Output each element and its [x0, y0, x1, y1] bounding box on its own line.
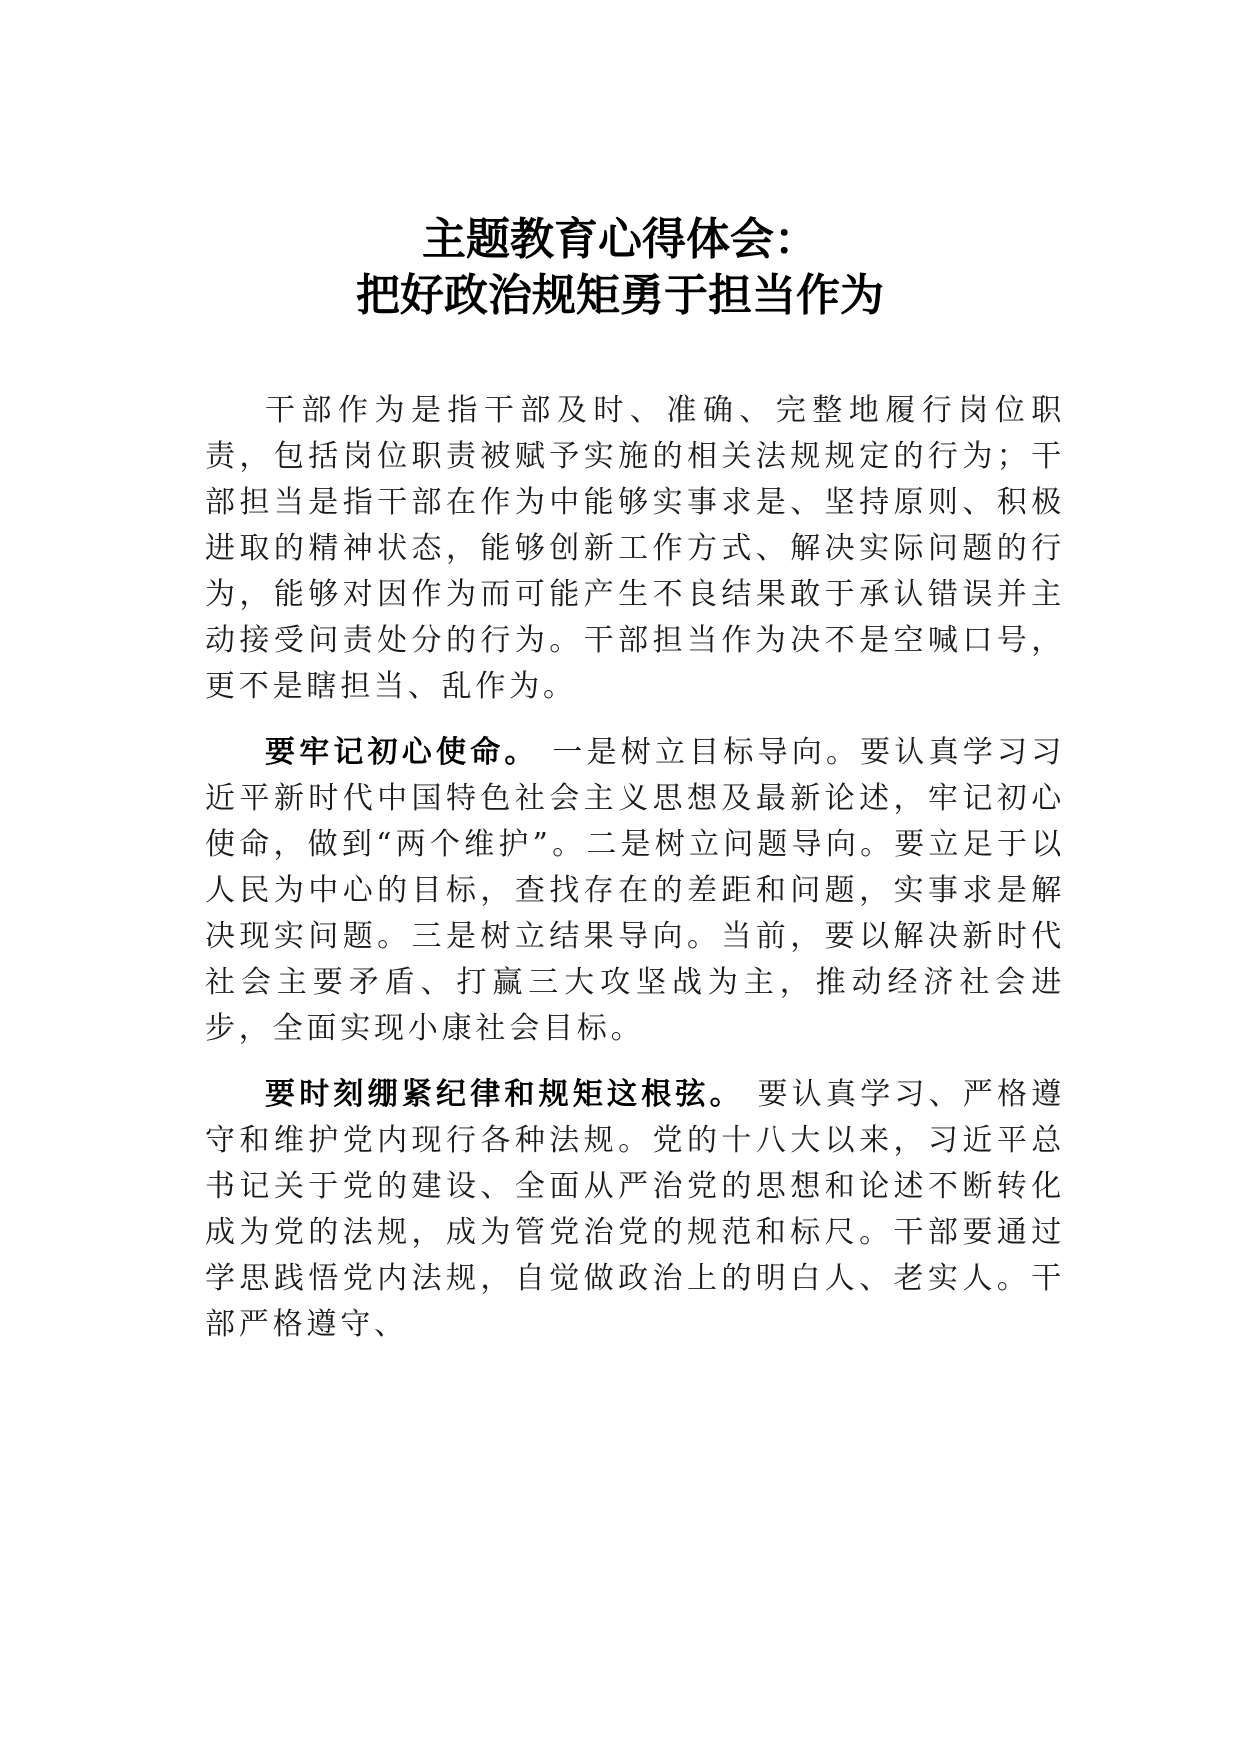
paragraph-1 [205, 388, 1065, 710]
paragraph-1-text: 干部作为是指干部及时、准确、完整地履行岗位职责，包括岗位职责被赋予实施的相关法规规定的行为；干部担当是指干部在作为中能够实事求是、坚持原则、积极进取的精神状态，能够创新工作方式、解决实际问题的行为，能够对因作为而可能产生不良结果敢于承认错误并主动接受问责处分的行为。干部担当作为决不是空喊口号，更不是瞎担当、乱作为。 [205, 393, 1065, 704]
paragraph-3-lead: 要时刻绷紧纪律和规矩这根弦。 [265, 1077, 744, 1112]
paragraph-2 [205, 730, 1065, 1052]
title-line-2: 把好政治规矩勇于担当作为 [356, 270, 884, 321]
document-body [205, 388, 1065, 1368]
paragraph-3 [205, 1072, 1065, 1348]
paragraph-3-text: 要认真学习、严格遵守和维护党内现行各种法规。党的十八大以来，习近平总书记关于党的建设、全面从严治党的思想和论述不断转化成为党的法规，成为管党治党的规范和标尺。干部要通过学思践悟党内法规，自觉做政治上的明白人、老实人。干部严格遵守、 [205, 1077, 1065, 1342]
title-block [0, 212, 1240, 324]
title-line-1: 主题教育心得体会： [422, 214, 818, 265]
paragraph-2-lead: 要牢记初心使命。 [265, 735, 539, 770]
paragraph-2-text: 一是树立目标导向。要认真学习习近平新时代中国特色社会主义思想及最新论述，牢记初心使命，做到“两个维护”。二是树立问题导向。要立足于以人民为中心的目标，查找存在的差距和问题，实事求是解决现实问题。三是树立结果导向。当前，要以解决新时代社会主要矛盾、打赢三大攻坚战为主，推动经济社会进步，全面实现小康社会目标。 [205, 735, 1065, 1046]
